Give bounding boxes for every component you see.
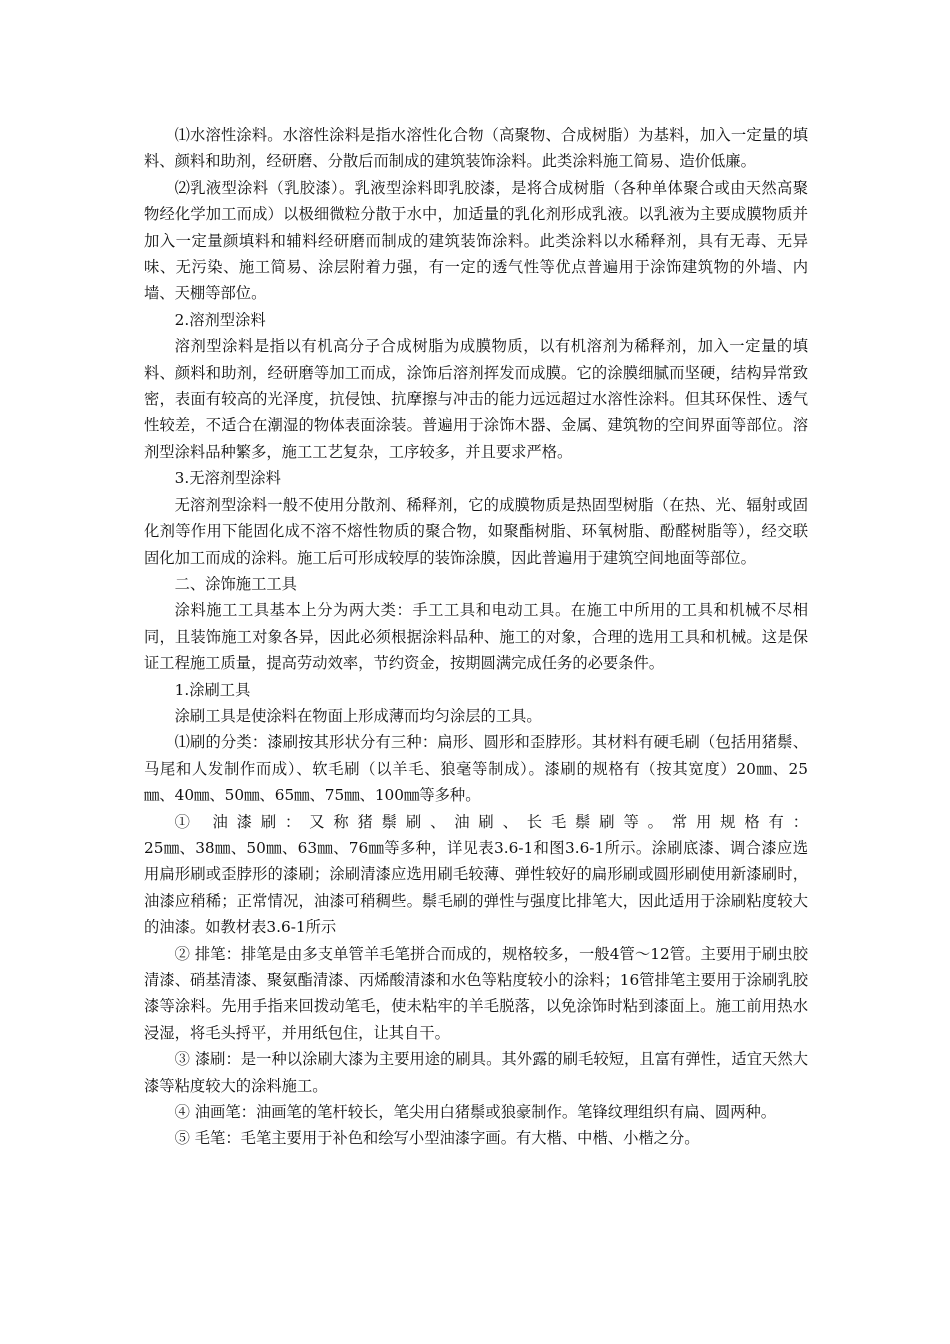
heading-solvent-free-coating: 3.无溶剂型涂料	[174, 469, 281, 488]
paragraph-water-soluble-coating: ⑴水溶性涂料。水溶性涂料是指水溶性化合物（高聚物、合成树脂）为基料，加入一定量的填料、颜料和助剂，经研磨、分散后而制成的建筑装饰涂料。此类涂料施工简易、造价低廉。	[144, 126, 808, 171]
paragraph-row-brush: ② 排笔：排笔是由多支单管羊毛笔拼合而成的，规格较多，一般4管～12管。主要用于刷虫胶清漆、硝基清漆、聚氨酯清漆、丙烯酸清漆和水色等粘度较小的涂料；16管排笔主要用于涂刷乳胶漆等涂料。先用手指来回拨动笔毛，使未粘牢的羊毛脱落，以免涂饰时粘到漆面上。施工前用热水浸湿，将毛头捋平，并用纸包住，让其自干。	[144, 944, 808, 1042]
paragraph-brush-classification: ⑴刷的分类：漆刷按其形状分有三种：扁形、圆形和歪脖形。其材料有硬毛刷（包括用猪鬃、马尾和人发制作而成）、软毛刷（以羊毛、狼毫等制成）。漆刷的规格有（按其宽度）20㎜、25㎜、40㎜、50㎜、65㎜、75㎜、100㎜等多种。	[144, 733, 808, 805]
paragraph-paint-brush-detail: 25㎜、38㎜、50㎜、63㎜、76㎜等多种，详见表3.6-1和图3.6-1所示。涂刷底漆、调合漆应选用扁形刷或歪脖形的漆刷；涂刷清漆应选用刷毛较薄、弹性较好的扁形刷或圆形刷使用新漆刷时，油漆应稍稀；正常情况，油漆可稍稠些。鬃毛刷的弹性与强度比排笔大，因此适用于涂刷粘度较大的油漆。如教材表3.6-1所示	[144, 838, 808, 937]
paragraph-coating-tools: 涂料施工工具基本上分为两大类：手工工具和电动工具。在施工中所用的工具和机械不尽相同，且装饰施工对象各异，因此必须根据涂料品种、施工的对象，合理的选用工具和机械。这是保证工程施工质量，提高劳动效率，节约资金，按期圆满完成任务的必要条件。	[144, 601, 808, 673]
paragraph-writing-brush: ⑤ 毛笔：毛笔主要用于补色和绘写小型油漆字画。有大楷、中楷、小楷之分。	[174, 1129, 700, 1148]
heading-coating-tools: 二、涂饰施工工具	[174, 574, 297, 593]
paragraph-solvent-free-coating: 无溶剂型涂料一般不使用分散剂、稀释剂，它的成膜物质是热固型树脂（在热、光、辐射或固化剂等作用下能固化成不溶不熔性物质的聚合物，如聚酯树脂、环氧树脂、酚醛树脂等），经交联固化加工而成的涂料。施工后可形成较厚的装饰涂膜，因此普遍用于建筑空间地面等部位。	[144, 495, 808, 567]
paragraph-paint-brush-title: ① 油漆刷：又称猪鬃刷、油刷、长毛鬃刷等。常用规格有：	[174, 812, 808, 831]
paragraph-emulsion-coating: ⑵乳液型涂料（乳胶漆）。乳液型涂料即乳胶漆，是将合成树脂（各种单体聚合或由天然高聚物经化学加工而成）以极细微粒分散于水中，加适量的乳化剂形成乳液。以乳液为主要成膜物质并加入一定量颜填料和辅料经研磨而制成的建筑装饰涂料。此类涂料以水稀释剂，具有无毒、无异味、无污染、施工简易、涂层附着力强，有一定的透气性等优点普遍用于涂饰建筑物的外墙、内墙、天棚等部位。	[144, 178, 808, 303]
heading-solvent-coating: 2.溶剂型涂料	[174, 310, 266, 329]
document-body	[144, 122, 808, 1152]
paragraph-brush-tools-intro: 涂刷工具是使涂料在物面上形成薄而均匀涂层的工具。	[174, 706, 542, 725]
paragraph-lacquer-brush: ③ 漆刷：是一种以涂刷大漆为主要用途的刷具。其外露的刷毛较短，且富有弹性，适宜天然大漆等粘度较大的涂料施工。	[144, 1050, 808, 1095]
paragraph-oil-painting-brush: ④ 油画笔：油画笔的笔杆较长，笔尖用白猪鬃或狼豪制作。笔锋纹理组织有扁、圆两种。	[174, 1103, 777, 1122]
heading-brush-tools: 1.涂刷工具	[174, 680, 251, 699]
paragraph-solvent-coating: 溶剂型涂料是指以有机高分子合成树脂为成膜物质，以有机溶剂为稀释剂，加入一定量的填料、颜料和助剂，经研磨等加工而成，涂饰后溶剂挥发而成膜。它的涂膜细腻而坚硬，结构异常致密，表面有较高的光泽度，抗侵蚀、抗摩擦与冲击的能力远远超过水溶性涂料。但其环保性、透气性较差，不适合在潮湿的物体表面涂装。普遍用于涂饰木器、金属、建筑物的空间界面等部位。溶剂型涂料品种繁多，施工工艺复杂，工序较多，并且要求严格。	[144, 337, 808, 461]
